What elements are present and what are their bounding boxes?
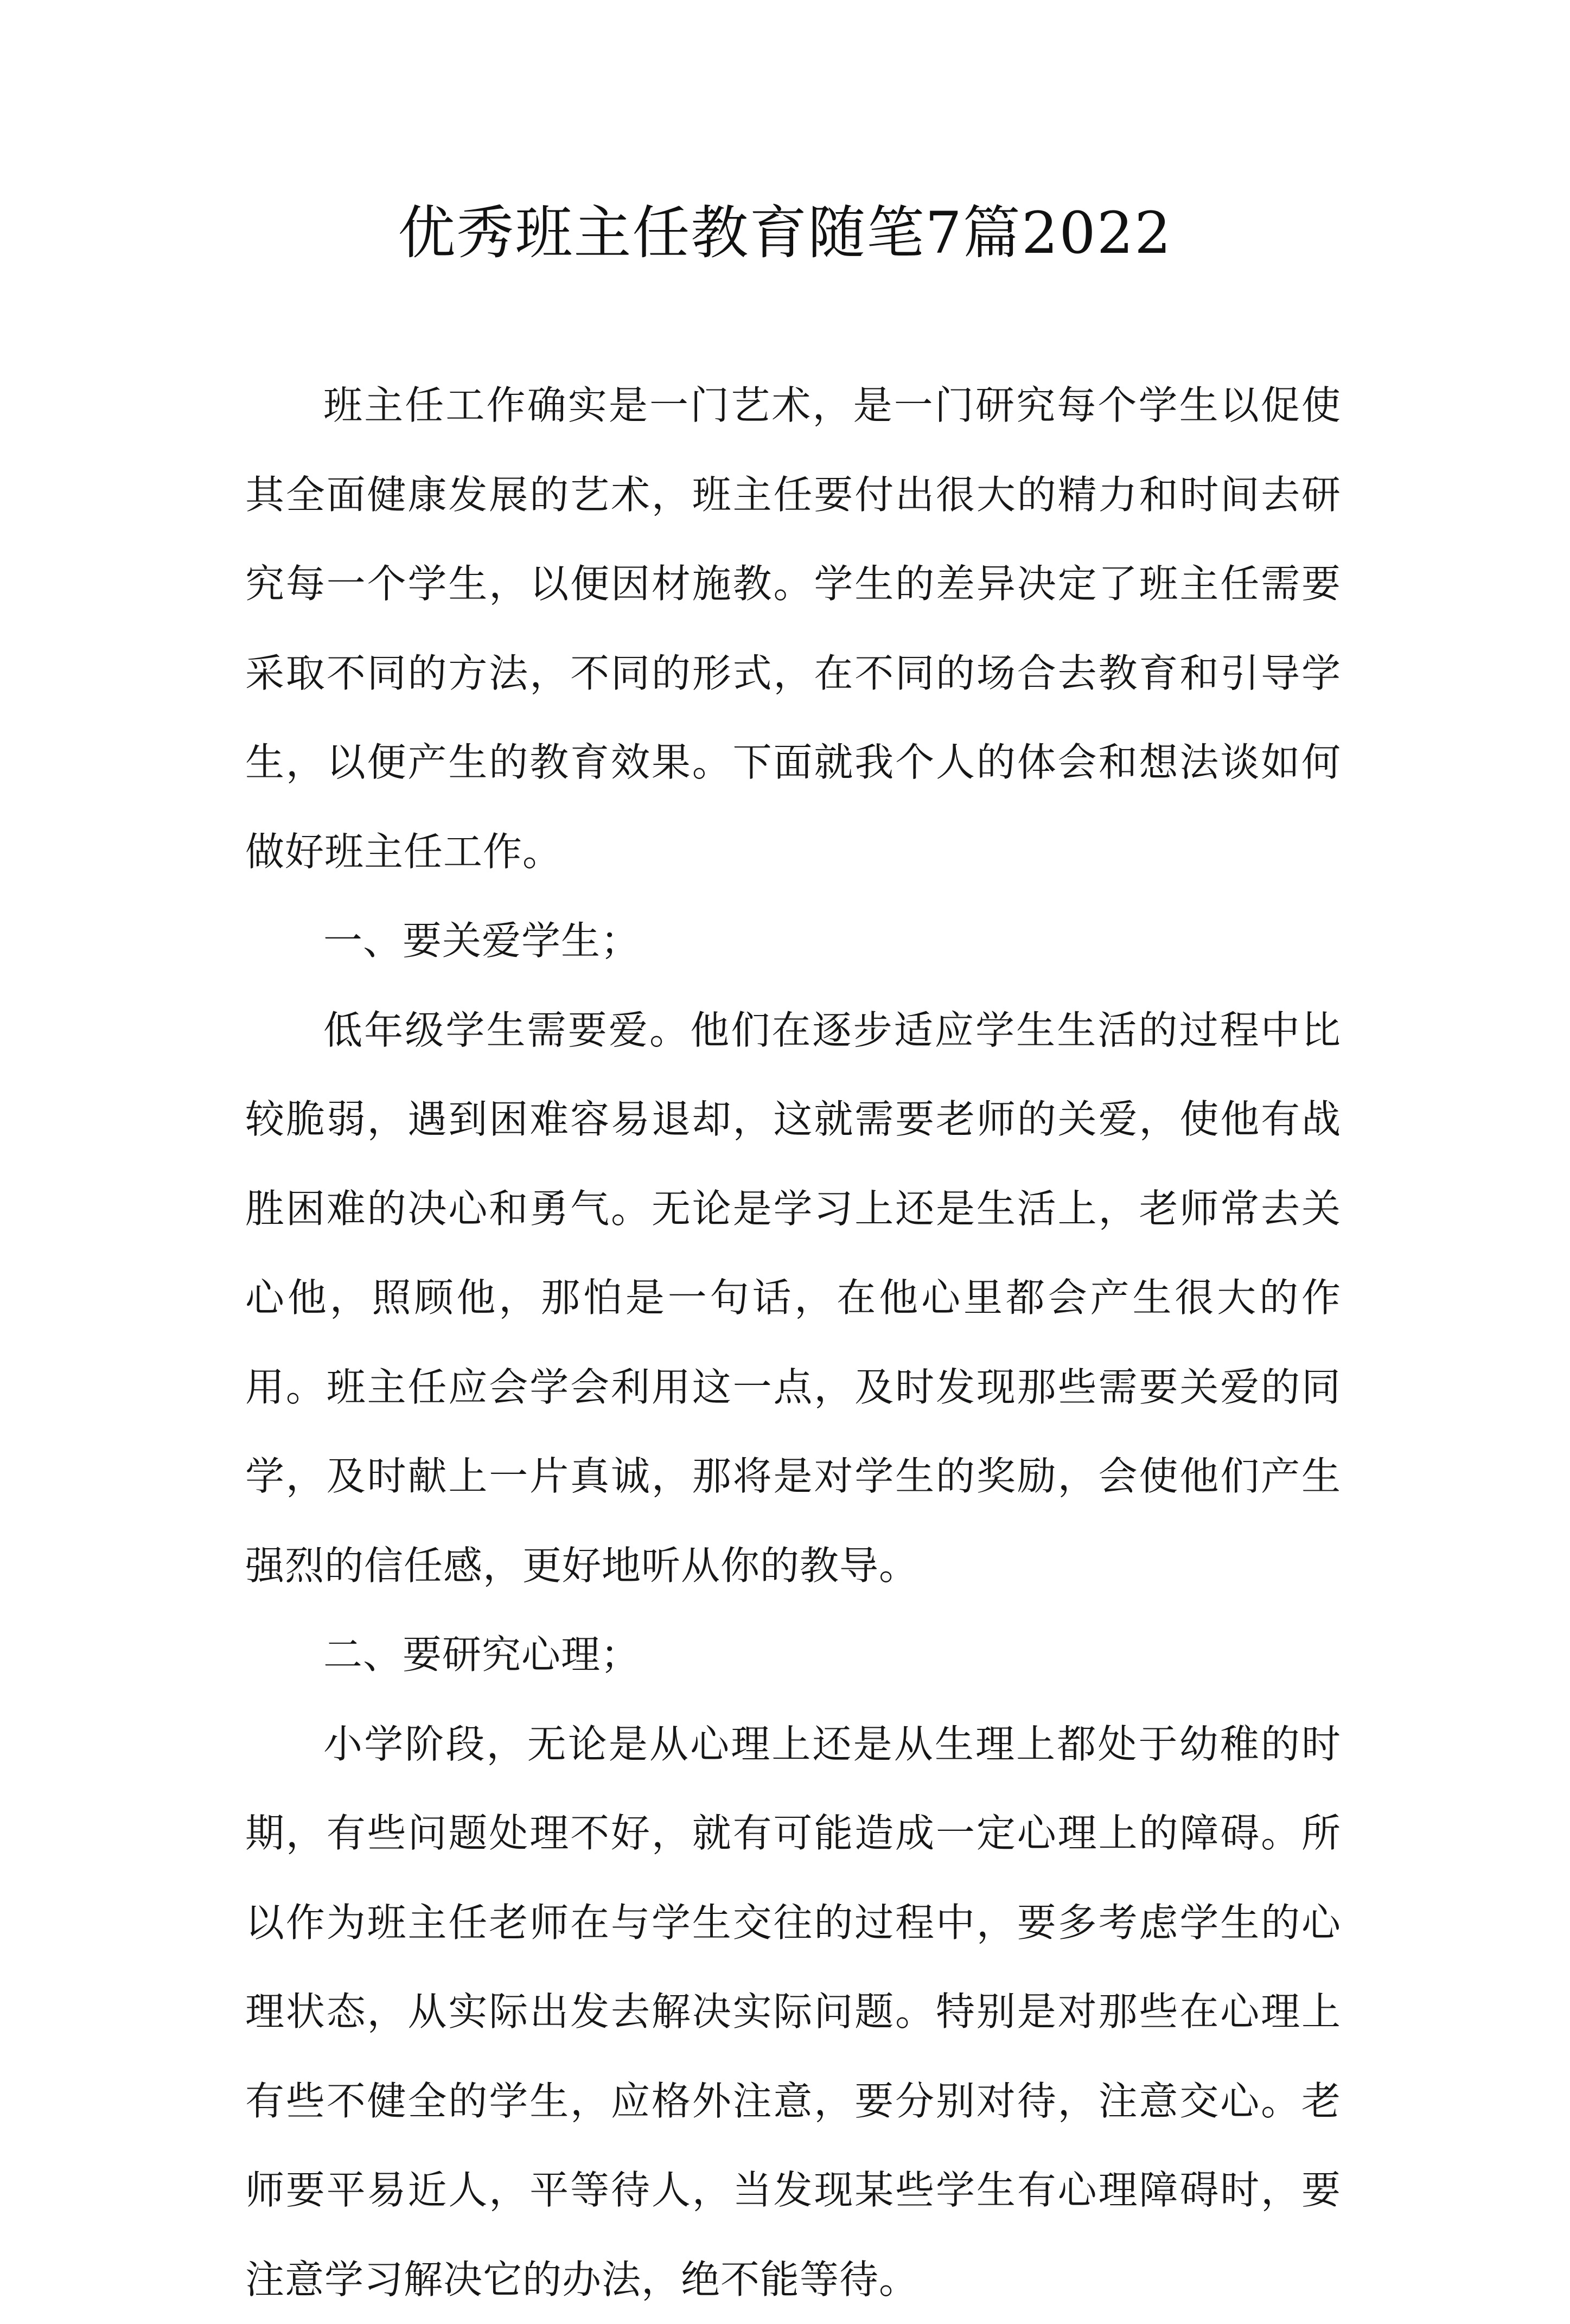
document-body [245,361,1341,2324]
section-heading-study-psychology: 二、要研究心理； [245,1610,1341,1700]
paragraph-intro: 班主任工作确实是一门艺术，是一门研究每个学生以促使其全面健康发展的艺术，班主任要付出很大的精力和时间去研究每一个学生，以便因材施教。学生的差异决定了班主任需要采取不同的方法，不同的形式，在不同的场合去教育和引导学生，以便产生的教育效果。下面就我个人的体会和想法谈如何做好班主任工作。 [245,361,1341,896]
paragraph-care-students: 低年级学生需要爱。他们在逐步适应学生生活的过程中比较脆弱，遇到困难容易退却，这就需要老师的关爱，使他有战胜困难的决心和勇气。无论是学习上还是生活上，老师常去关心他，照顾他，那怕是一句话，在他心里都会产生很大的作用。班主任应会学会利用这一点，及时发现那些需要关爱的同学，及时献上一片真诚，那将是对学生的奖励，会使他们产生强烈的信任感，更好地听从你的教导。 [245,986,1341,1611]
document-title: 优秀班主任教育随笔7篇2022 [0,193,1570,274]
section-heading-care-students: 一、要关爱学生； [245,896,1341,986]
paragraph-study-psychology: 小学阶段，无论是从心理上还是从生理上都处于幼稚的时期，有些问题处理不好，就有可能造成一定心理上的障碍。所以作为班主任老师在与学生交往的过程中，要多考虑学生的心理状态，从实际出发去解决实际问题。特别是对那些在心理上有些不健全的学生，应格外注意，要分别对待，注意交心。老师要平易近人，平等待人，当发现某些学生有心理障碍时，要注意学习解决它的办法，绝不能等待。 [245,1700,1341,2324]
